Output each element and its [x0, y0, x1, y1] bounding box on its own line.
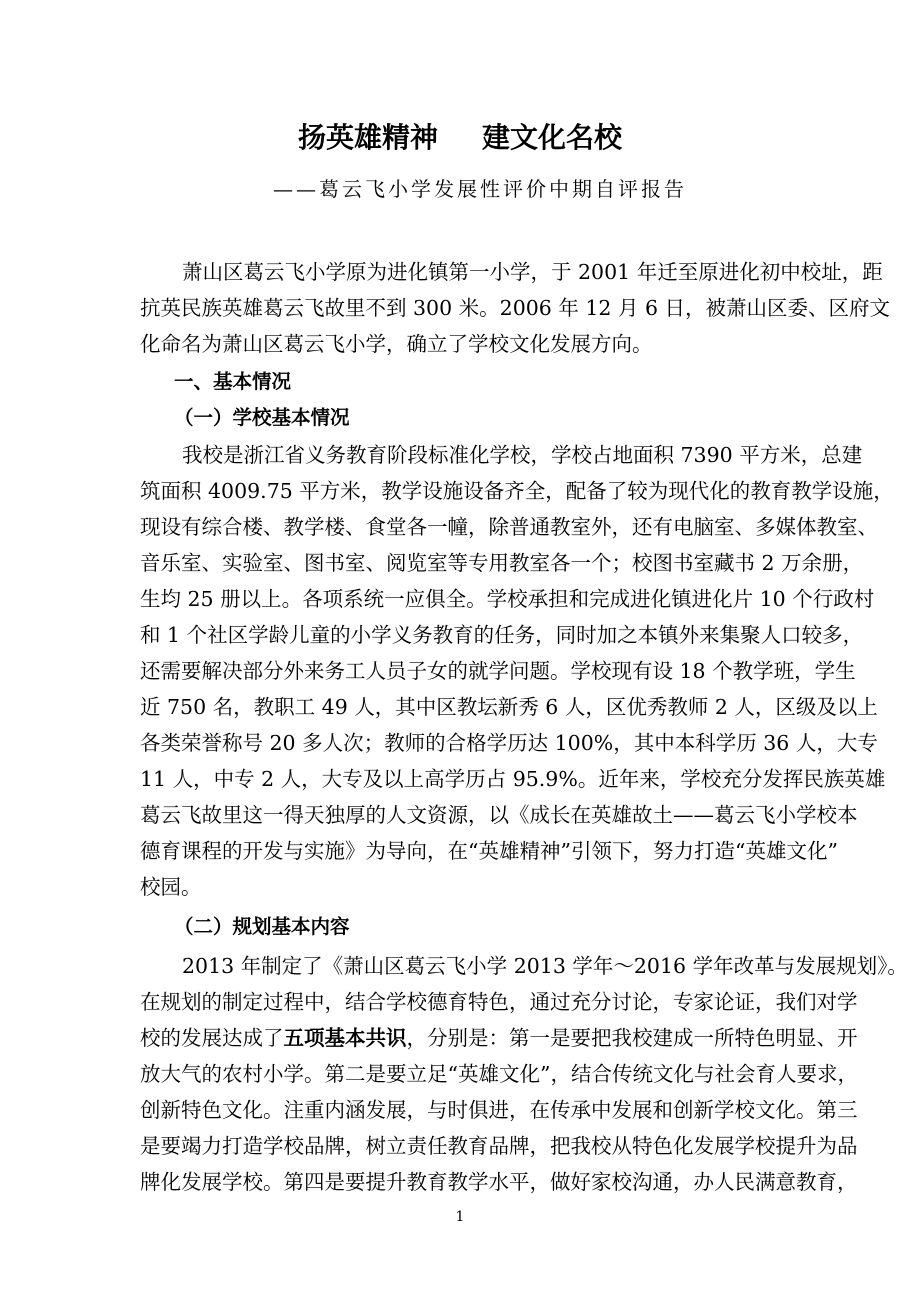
paragraph-line: 2013 年制定了《萧山区葛云飞小学 2013 学年～2016 学年改革与发展规划》。	[182, 954, 908, 978]
paragraph-line: 校园。	[140, 875, 202, 899]
subsection-heading-school-info: （一）学校基本情况	[174, 406, 350, 429]
bold-text: 五项基本共识	[283, 1026, 407, 1050]
document-body	[140, 254, 908, 1200]
paragraph-line: 筑面积 4009.75 平方米，教学设施设备齐全，配备了较为现代化的教育教学设施，	[140, 479, 894, 503]
document-title	[0, 116, 920, 156]
paragraph-line: 是要竭力打造学校品牌，树立责任教育品牌，把我校从特色化发展学校提升为品	[140, 1134, 858, 1158]
title-part-1: 扬英雄精神	[297, 121, 438, 154]
paragraph-line: 葛云飞故里这一得天独厚的人文资源，以《成长在英雄故土——葛云飞小学校本	[140, 803, 858, 827]
page-number: 1	[455, 1209, 465, 1225]
title-part-2: 建文化名校	[482, 121, 623, 154]
paragraph-line: 还需要解决部分外来务工人员子女的就学问题。学校现有设 18 个教学班，学生	[140, 659, 856, 683]
paragraph-line: 德育课程的开发与实施》为导向，在“英雄精神”引领下，努力打造“英雄文化”	[140, 839, 838, 863]
document-subtitle: ——葛云飞小学发展性评价中期自评报告	[273, 177, 687, 201]
plan-content-paragraph	[140, 948, 908, 1200]
paragraph-line: 在规划的制定过程中，结合学校德育特色，通过充分讨论，专家论证，我们对学	[140, 990, 858, 1014]
paragraph-line: 各类荣誉称号 20 多人次；教师的合格学历达 100%，其中本科学历 36 人，大专	[140, 731, 878, 755]
paragraph-line: 生均 25 册以上。各项系统一应俱全。学校承担和完成进化镇进化片 10 个行政村	[140, 587, 875, 611]
paragraph-line: 创新特色文化。注重内涵发展，与时俱进，在传承中发展和创新学校文化。第三	[140, 1098, 858, 1122]
section-heading-basic-info: 一、基本情况	[174, 370, 292, 393]
paragraph-line: 现设有综合楼、教学楼、食堂各一幢，除普通教室外，还有电脑室、多媒体教室、	[140, 515, 878, 539]
intro-line: 萧山区葛云飞小学原为进化镇第一小学，于 2001 年迁至原进化初中校址，距	[182, 260, 883, 284]
paragraph-line: 11 人，中专 2 人，大专及以上高学历占 95.9%。近年来，学校充分发挥民族英雄	[140, 767, 886, 791]
paragraph-line	[140, 1020, 858, 1056]
paragraph-line: 牌化发展学校。第四是要提升教育教学水平，做好家校沟通，办人民满意教育，	[140, 1170, 858, 1194]
paragraph-line: 我校是浙江省义务教育阶段标准化学校，学校占地面积 7390 平方米，总建	[182, 443, 863, 467]
subsection-heading-plan-content: （二）规划基本内容	[174, 915, 350, 938]
line-segment: ，分别是：第一是要把我校建成一所特色明显、开	[406, 1026, 858, 1050]
intro-line: 化命名为萧山区葛云飞小学，确立了学校文化发展方向。	[140, 332, 653, 356]
paragraph-line: 和 1 个社区学龄儿童的小学义务教育的任务，同时加之本镇外来集聚人口较多，	[140, 623, 864, 647]
paragraph-line: 音乐室、实验室、图书室、阅览室等专用教室各一个；校图书室藏书 2 万余册，	[140, 551, 864, 575]
school-info-paragraph	[140, 437, 894, 905]
line-segment: 校的发展达成了	[140, 1026, 284, 1050]
paragraph-line: 近 750 名，教职工 49 人，其中区教坛新秀 6 人，区优秀教师 2 人，区级及以上	[140, 695, 878, 719]
intro-line: 抗英民族英雄葛云飞故里不到 300 米。2006 年 12 月 6 日，被萧山区委、区府文	[140, 296, 891, 320]
paragraph-line: 放大气的农村小学。第二是要立足“英雄文化”，结合传统文化与社会育人要求，	[140, 1062, 858, 1086]
